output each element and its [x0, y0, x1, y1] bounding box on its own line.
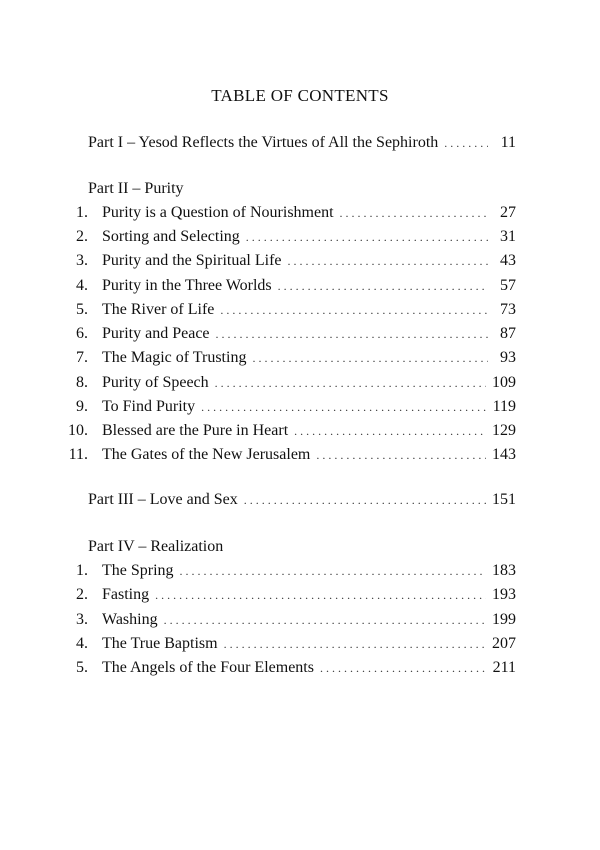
- toc-entry: [60, 657, 516, 679]
- dot-leader: [215, 372, 486, 394]
- toc-entry: [60, 609, 516, 631]
- toc-entry: [60, 372, 516, 394]
- toc-entry-page: 193: [492, 586, 516, 603]
- toc-entry-number: 2.: [76, 228, 88, 245]
- toc-entry: [60, 202, 516, 224]
- dot-leader: [216, 323, 488, 345]
- toc-entry-number: 10.: [68, 422, 88, 439]
- dot-leader: [220, 299, 488, 321]
- toc-entry-label: Purity and Peace: [102, 325, 210, 342]
- dot-leader: [224, 633, 486, 655]
- toc-entry: [60, 250, 516, 272]
- toc-entry-page: 73: [500, 301, 516, 318]
- toc-entry-label: Purity in the Three Worlds: [102, 277, 272, 294]
- dot-leader: [294, 420, 486, 442]
- toc-entry-page: 151: [492, 491, 516, 508]
- toc-entry-page: 11: [500, 134, 516, 151]
- dot-leader: [244, 489, 486, 511]
- dot-leader: [316, 444, 486, 466]
- toc-entry: [60, 347, 516, 369]
- page-title: TABLE OF CONTENTS: [211, 86, 389, 105]
- toc-entry-label: The Gates of the New Jerusalem: [102, 446, 311, 463]
- toc-entry-number: 4.: [76, 277, 88, 294]
- toc-entry-label: Washing: [102, 611, 158, 628]
- toc-entry-label: The River of Life: [102, 301, 215, 318]
- toc-entry-label: Fasting: [102, 586, 150, 603]
- toc-entry-page: 119: [492, 398, 516, 415]
- dot-leader: [164, 609, 486, 631]
- toc-entry-page: 93: [500, 349, 516, 366]
- toc-entry-label: Blessed are the Pure in Heart: [102, 422, 289, 439]
- toc-entry-label: The True Baptism: [102, 635, 218, 652]
- toc-entry-label: Sorting and Selecting: [102, 228, 240, 245]
- toc-entry-page: 109: [492, 374, 516, 391]
- toc-entry: [60, 396, 516, 418]
- toc-entry-number: 2.: [76, 586, 88, 603]
- dot-leader: [252, 347, 488, 369]
- toc-entry-page: 43: [500, 252, 516, 269]
- part-heading-4: Part IV – Realization: [88, 538, 224, 555]
- toc-entry-page: 143: [492, 446, 516, 463]
- dot-leader: [201, 396, 486, 418]
- toc-entry-page: 129: [492, 422, 516, 439]
- dot-leader: [278, 275, 488, 297]
- toc-entry: [60, 275, 516, 297]
- toc-entry-part-3: [88, 489, 516, 511]
- toc-entry-number: 9.: [76, 398, 88, 415]
- toc-entry-page: 211: [492, 659, 516, 676]
- dot-leader: [155, 584, 486, 606]
- toc-entry-label: Part III – Love and Sex: [88, 491, 238, 508]
- toc-entry-number: 8.: [76, 374, 88, 391]
- dot-leader: [246, 226, 488, 248]
- toc-entry-number: 11.: [68, 446, 88, 463]
- toc-entry: [60, 633, 516, 655]
- toc-entry-number: 7.: [76, 349, 88, 366]
- toc-entry-number: 5.: [76, 659, 88, 676]
- dot-leader: [320, 657, 487, 679]
- toc-entry-number: 5.: [76, 301, 88, 318]
- toc-entry-label: Purity and the Spiritual Life: [102, 252, 282, 269]
- dot-leader: [340, 202, 488, 224]
- toc-entry-label: The Angels of the Four Elements: [102, 659, 314, 676]
- toc-entry-number: 1.: [76, 204, 88, 221]
- toc-entry: [60, 226, 516, 248]
- toc-entry-number: 4.: [76, 635, 88, 652]
- toc-entry-page: 27: [500, 204, 516, 221]
- toc-entry: [60, 560, 516, 582]
- toc-entry-page: 87: [500, 325, 516, 342]
- toc-entry-page: 31: [500, 228, 516, 245]
- toc-entry: [60, 323, 516, 345]
- toc-entry-number: 1.: [76, 562, 88, 579]
- toc-entry-number: 3.: [76, 252, 88, 269]
- toc-entry-label: To Find Purity: [102, 398, 196, 415]
- dot-leader: [444, 132, 488, 154]
- toc-entry-page: 183: [492, 562, 516, 579]
- dot-leader: [288, 250, 488, 272]
- toc-entry-label: The Magic of Trusting: [102, 349, 247, 366]
- toc-entry-number: 3.: [76, 611, 88, 628]
- toc-entry: [60, 584, 516, 606]
- part-heading-2: Part II – Purity: [88, 180, 184, 197]
- toc-entry-label: Purity is a Question of Nourishment: [102, 204, 334, 221]
- toc-entry-label: Purity of Speech: [102, 374, 209, 391]
- toc-entry-label: Part I – Yesod Reflects the Virtues of All the Sephiroth: [88, 134, 439, 151]
- toc-entry-number: 6.: [76, 325, 88, 342]
- toc-entry-part-1: [88, 132, 516, 154]
- toc-entry-page: 199: [492, 611, 516, 628]
- toc-entry-page: 207: [492, 635, 516, 652]
- toc-entry-page: 57: [500, 277, 516, 294]
- toc-entry-label: The Spring: [102, 562, 174, 579]
- toc-entry: [60, 420, 516, 442]
- dot-leader: [180, 560, 486, 582]
- toc-entry: [60, 444, 516, 466]
- toc-entry: [60, 299, 516, 321]
